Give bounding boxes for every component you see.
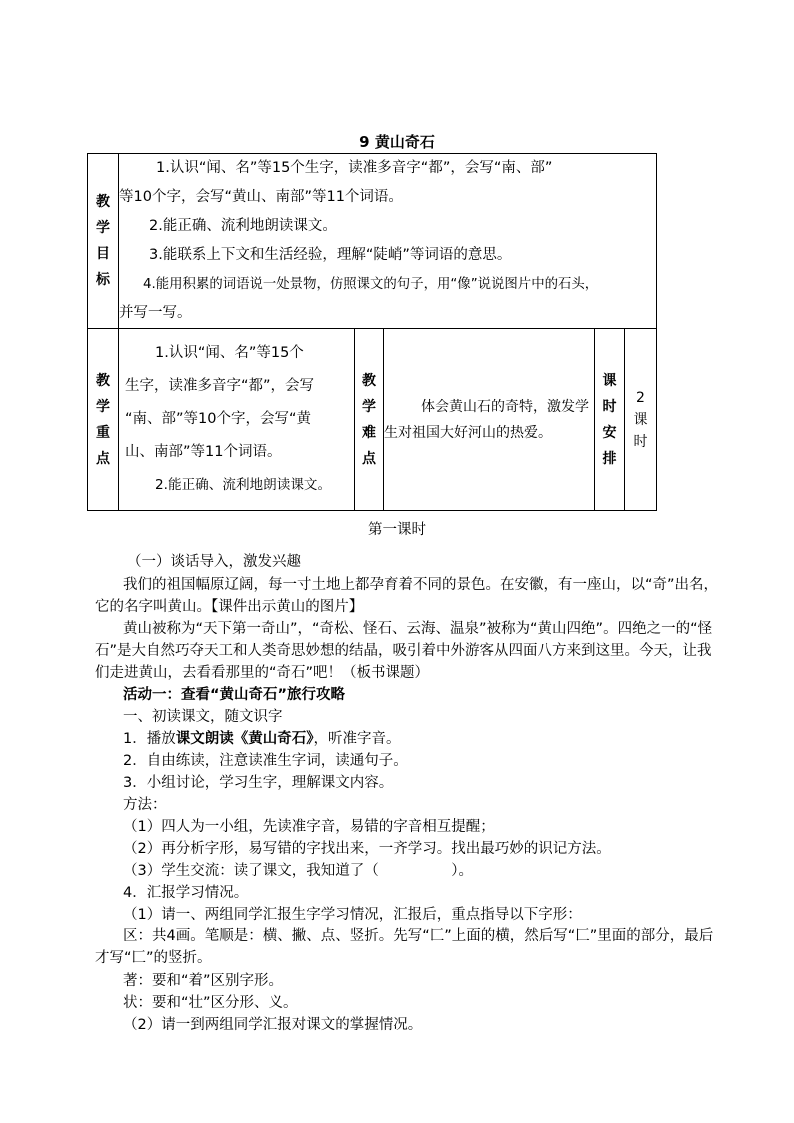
list-item: （1）四人为一小组，先读准字音，易错的字音相互提醒；	[123, 819, 495, 835]
goal-line: 并写一写。	[119, 305, 192, 321]
list-item: 4．汇报学习情况。	[123, 885, 249, 901]
goal-line: 1.认识“闻、名”等15个生字，读准多音字“都”，会写“南、部”	[156, 160, 553, 176]
lesson-heading: 第一课时	[368, 522, 426, 538]
paragraph: 我们的祖国幅原辽阔，每一寸土地上都孕育着不同的景色。在安徽，有一座山，以“奇”出名，它的名字叫黄山。【课件出示黄山的图片】	[95, 577, 719, 615]
activity-heading: 活动一：查看“黄山奇石”旅行攻略	[123, 687, 346, 703]
list-item: （2）再分析字形，易写错的字找出来，一齐学习。找出最巧妙的识记方法。	[123, 841, 611, 857]
schedule-value: 2 课 时	[625, 329, 657, 511]
document-title: 9 黄山奇石	[359, 133, 435, 151]
list-item: （1）请一、两组同学汇报生字学习情况，汇报后，重点指导以下字形：	[123, 907, 582, 923]
list-item: 著：要和“着”区别字形。	[123, 973, 284, 989]
key-points-label: 教 学 重 点	[88, 329, 119, 511]
goals-content	[119, 154, 657, 329]
goal-line: 4.能用积累的词语说一处景物，仿照课文的句子，用“像”说说图片中的石头，	[143, 277, 599, 292]
teaching-plan-table	[87, 153, 657, 511]
goals-label: 教 学 目 标	[88, 154, 119, 329]
key-points-content: 1.认识“闻、名”等15个 生字，读准多音字“都”，会写 “南、部”等10个字，会写“黄 山、南部”等11个词语。 2.能正确、流利地朗读课文。	[119, 329, 355, 511]
list-item: 1．播放课文朗读《黄山奇石》，听准字音。	[123, 731, 401, 747]
list-item: （2）请一到两组同学汇报对课文的掌握情况。	[123, 1017, 423, 1033]
goal-line: 等10个字，会写“黄山、南部”等11个词语。	[119, 189, 403, 205]
goal-line: 3.能联系上下文和生活经验，理解“陡峭”等词语的意思。	[149, 247, 512, 263]
goal-line: 2.能正确、流利地朗读课文。	[149, 218, 337, 234]
difficulty-label: 教 学 难 点	[355, 329, 384, 511]
paragraph: 黄山被称为“天下第一奇山”，“奇松、怪石、云海、温泉”被称为“黄山四绝”。四绝之一的“怪石”是大自然巧夺天工和人类奇思妙想的结晶，吸引着中外游客从四面八方来到这里。今天，让我们走进黄山，去看看那里的“奇石”吧！（板书课题）	[95, 621, 713, 681]
section-heading: （一）谈话导入，激发兴趣	[127, 554, 301, 570]
method-label: 方法：	[123, 797, 167, 813]
list-item: 状：要和“壮”区分形、义。	[123, 995, 298, 1011]
list-item: （3）学生交流：读了课文，我知道了（ ）。	[123, 863, 473, 879]
paragraph: 区：共4画。笔顺是：横、撇、点、竖折。先写“匚”上面的横，然后写“匚”里面的部分，最后才写“匚”的竖折。	[95, 928, 714, 966]
list-item: 2．自由练读，注意读准生字词，读通句子。	[123, 753, 408, 769]
list-item: 3．小组讨论，学习生字，理解课文内容。	[123, 775, 394, 791]
difficulty-content: 体会黄山石的奇特，激发学生对祖国大好河山的热爱。	[384, 329, 595, 511]
schedule-label: 课 时 安 排	[595, 329, 625, 511]
step-heading: 一、初读课文，随文识字	[123, 709, 283, 725]
